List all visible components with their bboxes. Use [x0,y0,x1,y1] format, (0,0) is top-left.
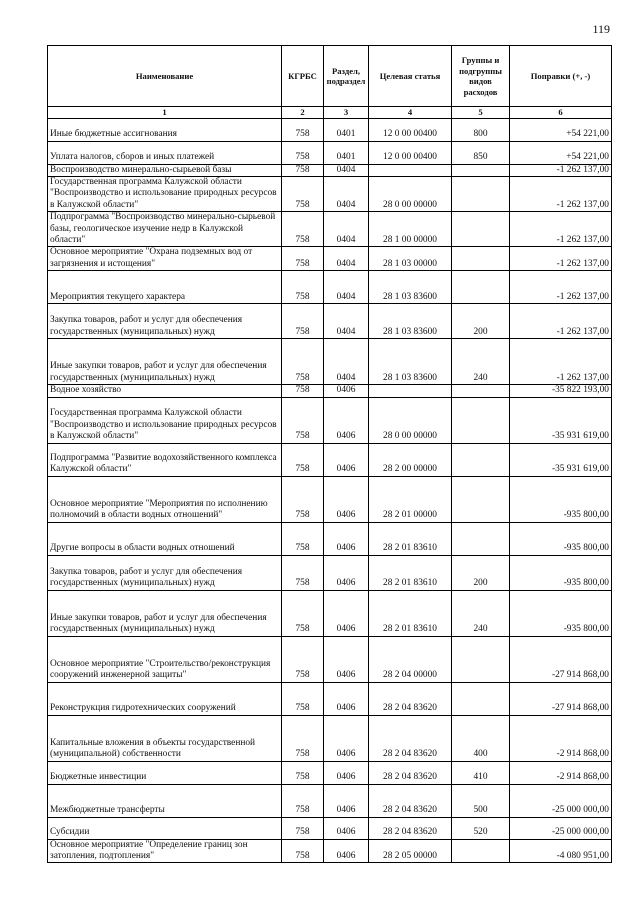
cell-target: 28 1 03 00000 [369,247,452,271]
cell-name: Государственная программа Калужской области "Воспроизводство и использование природных ресурсов в Калужской области" [48,397,282,443]
table-row [48,784,612,817]
column-number: 4 [369,107,452,119]
cell-section: 0406 [324,761,369,784]
cell-group [452,476,510,522]
cell-amount: -1 262 137,00 [510,212,612,247]
cell-section: 0406 [324,817,369,839]
cell-section: 0404 [324,304,369,339]
table-row [48,817,612,839]
cell-target: 28 2 04 83620 [369,817,452,839]
cell-amount: -1 262 137,00 [510,304,612,339]
table-row [48,555,612,590]
cell-amount: -935 800,00 [510,555,612,590]
cell-group [452,176,510,211]
cell-amount: -935 800,00 [510,476,612,522]
cell-name: Основное мероприятие "Охрана подземных вод от загрязнения и истощения" [48,247,282,271]
table-row [48,476,612,522]
cell-kgrbs: 758 [282,164,324,176]
cell-kgrbs: 758 [282,636,324,682]
cell-kgrbs: 758 [282,784,324,817]
cell-group: 850 [452,141,510,164]
cell-group [452,636,510,682]
table-row [48,247,612,271]
cell-group [452,164,510,176]
table-row [48,682,612,715]
cell-kgrbs: 758 [282,385,324,397]
table-row [48,761,612,784]
cell-kgrbs: 758 [282,443,324,476]
header-group: Группы и подгруппы видов расходов [452,46,510,107]
cell-kgrbs: 758 [282,522,324,555]
cell-target: 28 2 04 00000 [369,636,452,682]
cell-target: 28 2 00 00000 [369,443,452,476]
budget-amendments-table [47,45,612,863]
cell-kgrbs: 758 [282,212,324,247]
cell-name: Основное мероприятие "Строительство/реконструкция сооружений инженерной защиты" [48,636,282,682]
cell-section: 0404 [324,247,369,271]
table-row [48,212,612,247]
cell-amount: -35 931 619,00 [510,443,612,476]
cell-section: 0406 [324,839,369,863]
cell-amount: -1 262 137,00 [510,339,612,385]
table-row [48,636,612,682]
cell-amount: -25 000 000,00 [510,784,612,817]
cell-target: 28 1 03 83600 [369,271,452,304]
cell-group [452,247,510,271]
cell-group [452,212,510,247]
column-number: 1 [48,107,282,119]
cell-group [452,443,510,476]
cell-target: 28 2 04 83620 [369,761,452,784]
cell-kgrbs: 758 [282,682,324,715]
cell-name: Водное хозяйство [48,385,282,397]
cell-name: Подпрограмма "Развитие водохозяйственного комплекса Калужской области" [48,443,282,476]
table-row [48,522,612,555]
cell-name: Межбюджетные трансферты [48,784,282,817]
header-amount: Поправки (+, -) [510,46,612,107]
header-section: Раздел, подраздел [324,46,369,107]
cell-group [452,271,510,304]
table-row [48,164,612,176]
column-number: 2 [282,107,324,119]
cell-name: Иные бюджетные ассигнования [48,118,282,141]
cell-amount: -35 931 619,00 [510,397,612,443]
cell-group: 240 [452,590,510,636]
column-number: 5 [452,107,510,119]
cell-kgrbs: 758 [282,304,324,339]
cell-group [452,682,510,715]
cell-target: 28 2 04 83620 [369,784,452,817]
table-row [48,715,612,761]
cell-kgrbs: 758 [282,590,324,636]
cell-group: 400 [452,715,510,761]
cell-amount: -25 000 000,00 [510,817,612,839]
cell-target: 28 2 01 00000 [369,476,452,522]
cell-target: 28 1 03 83600 [369,304,452,339]
cell-group: 500 [452,784,510,817]
cell-section: 0406 [324,443,369,476]
cell-name: Бюджетные инвестиции [48,761,282,784]
cell-kgrbs: 758 [282,247,324,271]
cell-section: 0406 [324,476,369,522]
cell-target [369,385,452,397]
cell-section: 0406 [324,682,369,715]
cell-name: Другие вопросы в области водных отношений [48,522,282,555]
column-number: 6 [510,107,612,119]
cell-target: 28 1 03 83600 [369,339,452,385]
cell-kgrbs: 758 [282,118,324,141]
cell-amount: -27 914 868,00 [510,636,612,682]
cell-kgrbs: 758 [282,476,324,522]
cell-name: Мероприятия текущего характера [48,271,282,304]
cell-amount: -1 262 137,00 [510,271,612,304]
table-row [48,839,612,863]
cell-group [452,385,510,397]
cell-name: Иные закупки товаров, работ и услуг для обеспечения государственных (муниципальных) нужд [48,339,282,385]
cell-amount: -1 262 137,00 [510,176,612,211]
table-row [48,443,612,476]
cell-amount: -2 914 868,00 [510,715,612,761]
cell-target [369,164,452,176]
table-body [48,118,612,863]
cell-target: 28 2 01 83610 [369,555,452,590]
cell-kgrbs: 758 [282,715,324,761]
cell-section: 0404 [324,164,369,176]
cell-group [452,522,510,555]
cell-section: 0406 [324,590,369,636]
cell-section: 0406 [324,522,369,555]
cell-group: 200 [452,555,510,590]
table-row [48,271,612,304]
cell-target: 28 2 01 83610 [369,522,452,555]
cell-amount: -35 822 193,00 [510,385,612,397]
cell-amount: -2 914 868,00 [510,761,612,784]
cell-amount: -1 262 137,00 [510,247,612,271]
cell-target: 12 0 00 00400 [369,118,452,141]
table-row [48,176,612,211]
cell-section: 0406 [324,397,369,443]
cell-kgrbs: 758 [282,555,324,590]
cell-target: 28 0 00 00000 [369,176,452,211]
table-row [48,118,612,141]
cell-amount: +54 221,00 [510,118,612,141]
header-kgrbs: КГРБС [282,46,324,107]
cell-section: 0406 [324,385,369,397]
column-number: 3 [324,107,369,119]
cell-kgrbs: 758 [282,271,324,304]
cell-name: Иные закупки товаров, работ и услуг для обеспечения государственных (муниципальных) нужд [48,590,282,636]
table-row [48,590,612,636]
cell-target: 28 2 04 83620 [369,682,452,715]
cell-kgrbs: 758 [282,761,324,784]
cell-group [452,397,510,443]
header-name: Наименование [48,46,282,107]
cell-kgrbs: 758 [282,176,324,211]
cell-name: Реконструкция гидротехнических сооружений [48,682,282,715]
table-row [48,304,612,339]
cell-target: 28 2 04 83620 [369,715,452,761]
cell-group [452,839,510,863]
cell-amount: -935 800,00 [510,590,612,636]
cell-name: Капитальные вложения в объекты государственной (муниципальной) собственности [48,715,282,761]
cell-target: 12 0 00 00400 [369,141,452,164]
cell-group: 240 [452,339,510,385]
cell-section: 0406 [324,636,369,682]
cell-group: 520 [452,817,510,839]
cell-name: Подпрограмма "Воспроизводство минерально-сырьевой базы, геологическое изучение недр в Калужской области" [48,212,282,247]
cell-amount: -1 262 137,00 [510,164,612,176]
cell-target: 28 0 00 00000 [369,397,452,443]
cell-name: Субсидии [48,817,282,839]
cell-kgrbs: 758 [282,141,324,164]
table-row [48,385,612,397]
cell-amount: -4 080 951,00 [510,839,612,863]
table-header-row [48,46,612,107]
table-row [48,397,612,443]
cell-target: 28 1 00 00000 [369,212,452,247]
cell-kgrbs: 758 [282,339,324,385]
cell-section: 0404 [324,339,369,385]
cell-amount: -27 914 868,00 [510,682,612,715]
cell-kgrbs: 758 [282,817,324,839]
cell-kgrbs: 758 [282,397,324,443]
cell-section: 0404 [324,271,369,304]
cell-section: 0404 [324,212,369,247]
table-row [48,141,612,164]
cell-name: Основное мероприятие "Мероприятия по исполнению полномочий в области водных отношений" [48,476,282,522]
cell-group: 800 [452,118,510,141]
cell-section: 0401 [324,141,369,164]
cell-target: 28 2 05 00000 [369,839,452,863]
cell-name: Основное мероприятие "Определение границ зон затопления, подтопления" [48,839,282,863]
cell-kgrbs: 758 [282,839,324,863]
cell-target: 28 2 01 83610 [369,590,452,636]
page-number: 119 [592,22,610,36]
cell-name: Закупка товаров, работ и услуг для обеспечения государственных (муниципальных) нужд [48,304,282,339]
cell-name: Государственная программа Калужской области "Воспроизводство и использование природных ресурсов в Калужской области" [48,176,282,211]
cell-amount: -935 800,00 [510,522,612,555]
cell-section: 0406 [324,715,369,761]
header-target: Целевая статья [369,46,452,107]
cell-group: 200 [452,304,510,339]
cell-section: 0401 [324,118,369,141]
cell-section: 0406 [324,784,369,817]
cell-group: 410 [452,761,510,784]
column-number-row [48,107,612,119]
cell-section: 0404 [324,176,369,211]
cell-name: Закупка товаров, работ и услуг для обеспечения государственных (муниципальных) нужд [48,555,282,590]
table-row [48,339,612,385]
cell-name: Воспроизводство минерально-сырьевой базы [48,164,282,176]
cell-name: Уплата налогов, сборов и иных платежей [48,141,282,164]
cell-amount: +54 221,00 [510,141,612,164]
cell-section: 0406 [324,555,369,590]
